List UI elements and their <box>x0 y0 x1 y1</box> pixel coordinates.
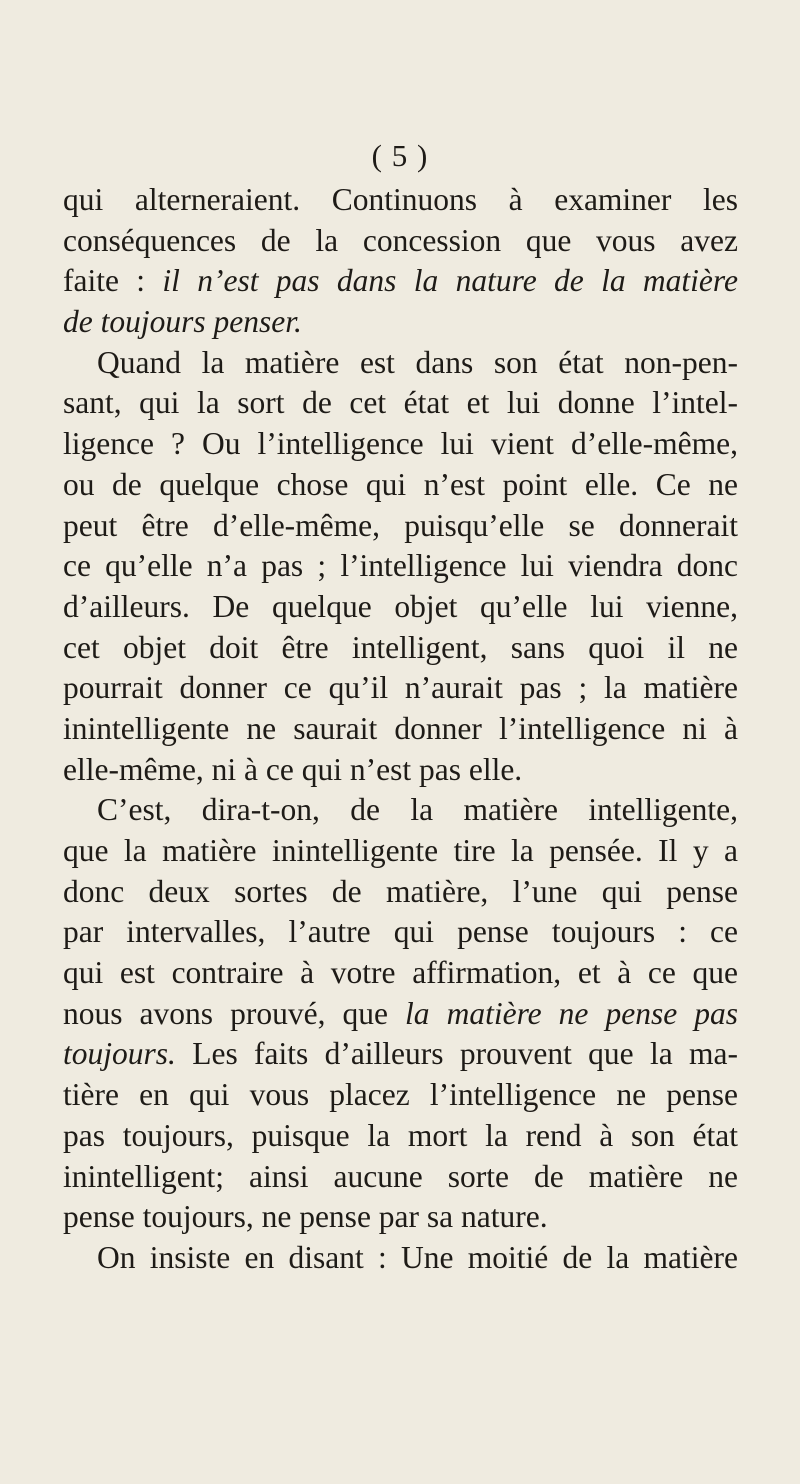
text-line <box>63 1075 738 1116</box>
text-line <box>63 424 738 465</box>
text-span: nous avons prouvé, que <box>63 995 406 1031</box>
text-span: d’ailleurs. De quelque objet qu’elle lui vienne, <box>63 588 738 624</box>
text-span: tière en qui vous placez l’intelligence ne pense <box>63 1077 738 1113</box>
text-line <box>63 709 738 750</box>
text-line <box>63 1116 738 1157</box>
text-line <box>63 750 738 791</box>
text-line <box>63 831 738 872</box>
text-span: par intervalles, l’autre qui pense toujours : ce <box>63 914 738 950</box>
text-span: pas toujours, puisque la mort la rend à son état <box>63 1117 738 1153</box>
text-line <box>63 180 738 221</box>
italic-text: de toujours penser. <box>63 304 302 340</box>
text-line <box>63 465 738 506</box>
text-span: inintelligent; ainsi aucune sorte de matière ne <box>63 1158 738 1194</box>
italic-text: il n’est pas dans la nature de la matière <box>162 263 738 299</box>
text-span: On insiste en disant : Une moitié de la matière <box>97 1239 738 1275</box>
text-span: pense toujours, ne pense par sa nature. <box>63 1199 548 1235</box>
text-line <box>63 546 738 587</box>
text-span: qui est contraire à votre affirmation, et à ce que <box>63 955 738 991</box>
text-span: cet objet doit être intelligent, sans quoi il ne <box>63 629 738 665</box>
text-line <box>63 1197 738 1238</box>
text-line <box>63 506 738 547</box>
text-span: ou de quelque chose qui n’est point elle. Ce ne <box>63 466 738 502</box>
page-number: ( 5 ) <box>371 138 429 173</box>
text-line <box>63 668 738 709</box>
text-span: que la matière inintelligente tire la pensée. Il y a <box>63 833 738 868</box>
text-line <box>63 1238 738 1279</box>
text-span: conséquences de la concession que vous avez <box>63 222 738 258</box>
text-span: faite : <box>63 263 163 299</box>
text-span: inintelligente ne saurait donner l’intelligence ni à <box>63 710 738 746</box>
text-line <box>63 383 738 424</box>
text-span: sant, qui la sort de cet état et lui donne l’intel- <box>63 385 738 421</box>
text-line <box>63 1157 738 1198</box>
text-span: pourrait donner ce qu’il n’aurait pas ; la matière <box>63 670 738 706</box>
text-line <box>63 790 738 831</box>
text-span: ligence ? Ou l’intelligence lui vient d’elle-même, <box>63 426 738 462</box>
text-span: C’est, dira-t-on, de la matière intelligente, <box>97 792 738 828</box>
text-span: peut être d’elle-même, puisqu’elle se donnerait <box>63 507 738 543</box>
text-line <box>63 343 738 384</box>
text-span: elle-même, ni à ce qui n’est pas elle. <box>63 751 523 787</box>
text-line <box>63 221 738 262</box>
text-line <box>63 587 738 628</box>
text-line <box>63 302 738 343</box>
text-span: qui alterneraient. Continuons à examiner les <box>63 182 738 217</box>
text-span: Quand la matière est dans son état non-pen- <box>97 344 738 380</box>
italic-text: toujours. <box>63 1036 176 1072</box>
text-span: Les faits d’ailleurs prouvent que la ma- <box>175 1036 738 1072</box>
text-line <box>63 953 738 994</box>
text-span: donc deux sortes de matière, l’une qui pense <box>63 873 738 909</box>
text-line <box>63 912 738 953</box>
text-line <box>63 994 738 1035</box>
body-text <box>63 180 738 1279</box>
text-line <box>63 872 738 913</box>
text-line <box>63 628 738 669</box>
text-line <box>63 261 738 302</box>
text-span: ce qu’elle n’a pas ; l’intelligence lui viendra donc <box>63 548 738 584</box>
text-line <box>63 1034 738 1075</box>
italic-text: la matière ne pense pas <box>405 995 738 1031</box>
